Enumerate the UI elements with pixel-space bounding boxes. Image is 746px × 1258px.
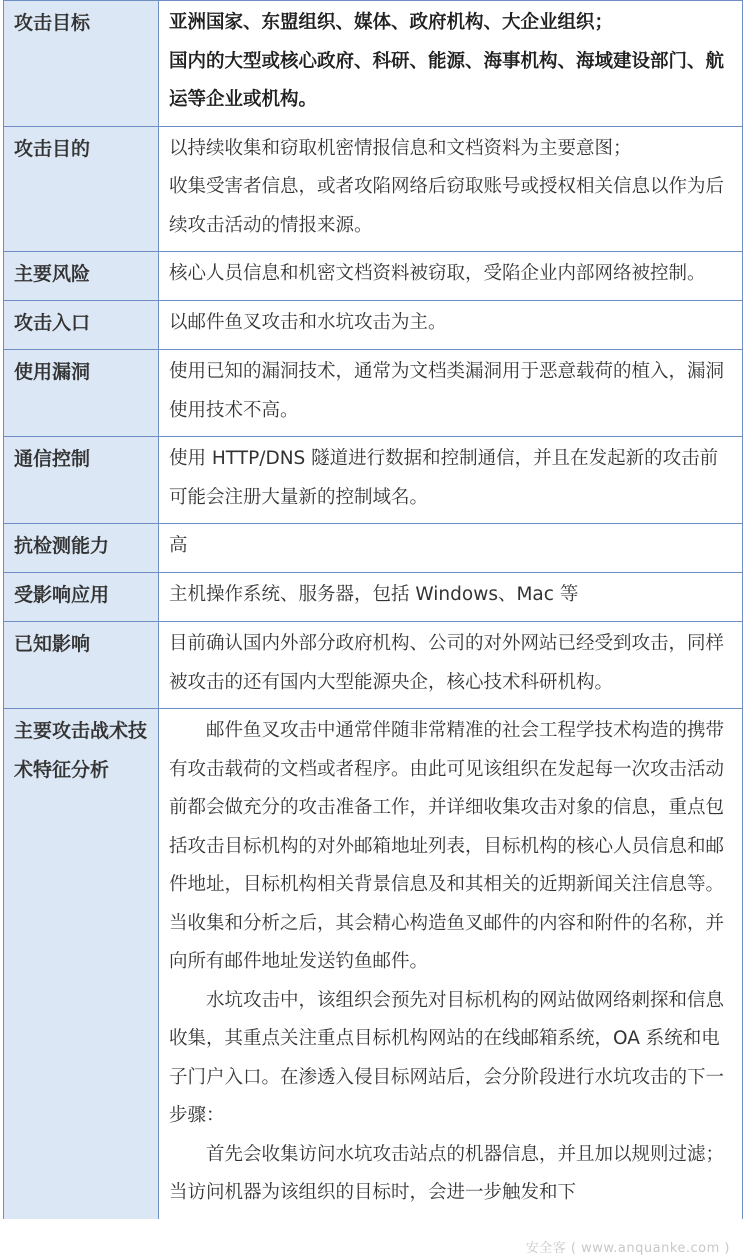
row-value xyxy=(159,524,743,573)
row-value xyxy=(159,301,743,350)
analysis-row xyxy=(4,709,743,1219)
analysis-paragraph: 水坑攻击中，该组织会预先对目标机构的网站做网络刺探和信息收集，其重点关注重点目标机构网站的在线邮箱系统，OA 系统和电子门户入口。在渗透入侵目标网站后，会分阶段进行水坑攻击的下一步骤： xyxy=(169,989,725,1126)
row-label: 受影响应用 xyxy=(4,573,159,622)
row-value xyxy=(159,350,743,437)
table-row xyxy=(4,573,743,622)
row-value-line: 高 xyxy=(169,535,188,556)
threat-profile-table xyxy=(3,0,743,1219)
row-value-line: 核心人员信息和机密文档资料被窃取，受陷企业内部网络被控制。 xyxy=(169,263,706,284)
row-value xyxy=(159,573,743,622)
row-label: 攻击目的 xyxy=(4,126,159,252)
row-label: 攻击入口 xyxy=(4,301,159,350)
row-value xyxy=(159,709,743,1219)
table-row xyxy=(4,301,743,350)
table-row xyxy=(4,126,743,252)
row-value-line: 使用 HTTP/DNS 隧道进行数据和控制通信，并且在发起新的攻击前可能会注册大量新的控制域名。 xyxy=(169,448,719,508)
row-value-line: 以邮件鱼叉攻击和水坑攻击为主。 xyxy=(169,312,447,333)
analysis-paragraph: 邮件鱼叉攻击中通常伴随非常精准的社会工程学技术构造的携带有攻击载荷的文档或者程序。由此可见该组织在发起每一次攻击活动前都会做充分的攻击准备工作，并详细收集攻击对象的信息，重点包括攻击目标机构的对外邮箱地址列表，目标机构的核心人员信息和邮件地址，目标机构相关背景信息及和其相关的近期新闻关注信息等。当收集和分析之后，其会精心构造鱼叉邮件的内容和附件的名称，并向所有邮件地址发送钓鱼邮件。 xyxy=(169,720,725,972)
row-value-line: 使用已知的漏洞技术，通常为文档类漏洞用于恶意载荷的植入，漏洞使用技术不高。 xyxy=(169,361,725,421)
row-value xyxy=(159,126,743,252)
row-value xyxy=(159,1,743,127)
row-value-line: 以持续收集和窃取机密情报信息和文档资料为主要意图； xyxy=(169,137,632,159)
row-label: 通信控制 xyxy=(4,437,159,524)
watermark: 安全客 ( www.anquanke.com ) xyxy=(525,1241,730,1256)
analysis-label: 主要攻击战术技术特征分析 xyxy=(4,709,159,1219)
table-row xyxy=(4,622,743,709)
table-row xyxy=(4,437,743,524)
table-row xyxy=(4,1,743,127)
row-value xyxy=(159,252,743,301)
row-value-line: 目前确认国内外部分政府机构、公司的对外网站已经受到攻击，同样被攻击的还有国内大型能源央企，核心技术科研机构。 xyxy=(169,633,725,693)
row-label: 已知影响 xyxy=(4,622,159,709)
row-value xyxy=(159,437,743,524)
row-value xyxy=(159,622,743,709)
row-value-line: 主机操作系统、服务器，包括 Windows、Mac 等 xyxy=(169,584,579,605)
table-row xyxy=(4,524,743,573)
row-value-line: 收集受害者信息，或者攻陷网络后窃取账号或授权相关信息以作为后续攻击活动的情报来源。 xyxy=(169,176,725,236)
row-label: 主要风险 xyxy=(4,252,159,301)
row-value-line: 亚洲国家、东盟组织、媒体、政府机构、大企业组织； xyxy=(169,12,614,33)
row-label: 攻击目标 xyxy=(4,1,159,127)
row-label: 抗检测能力 xyxy=(4,524,159,573)
analysis-paragraph: 首先会收集访问水坑攻击站点的机器信息，并且加以规则过滤；当访问机器为该组织的目标时，会进一步触发和下 xyxy=(169,1143,725,1203)
table-row xyxy=(4,350,743,437)
table-row xyxy=(4,252,743,301)
row-label: 使用漏洞 xyxy=(4,350,159,437)
row-value-line: 国内的大型或核心政府、科研、能源、海事机构、海域建设部门、航运等企业或机构。 xyxy=(169,50,725,110)
